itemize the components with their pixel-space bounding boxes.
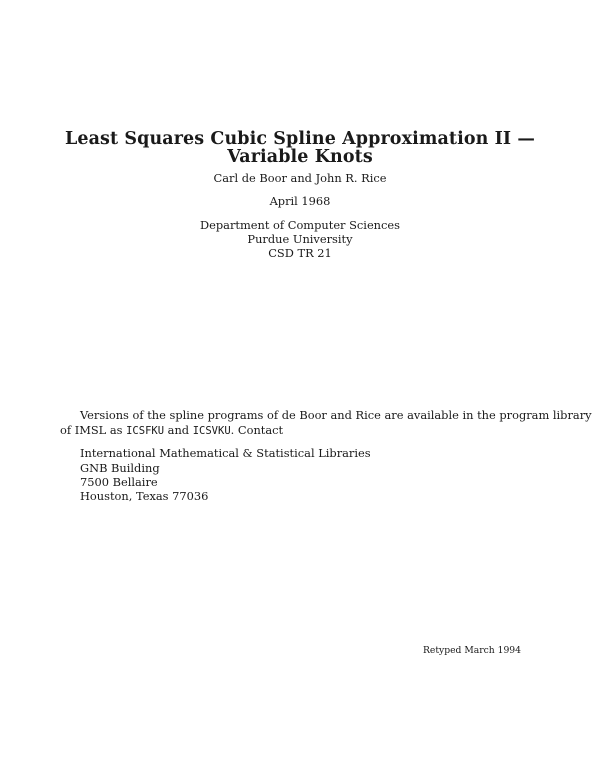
department: Department of Computer Sciences [199,218,400,232]
availability-note-line-2 [60,423,283,439]
report-number: CSD TR 21 [268,246,332,260]
availability-note-line-1: Versions of the spline programs of de Boor and Rice are available in the program library [80,408,592,422]
university: Purdue University [247,232,353,246]
program-code-icsvku: ICSVKU [192,425,231,437]
note-prefix: of IMSL as [60,423,127,437]
publication-date: April 1968 [269,194,331,208]
note-suffix: . Contact [230,423,284,437]
address-city: Houston, Texas 77036 [80,489,209,503]
authors: Carl de Boor and John R. Rice [213,171,387,185]
note-conjunction: and [164,423,193,437]
program-code-icsfku: ICSFKU [126,425,165,437]
address-street: 7500 Bellaire [80,475,158,489]
paper-title-line-2: Variable Knots [227,147,373,167]
retyped-note: Retyped March 1994 [423,645,521,656]
address-organization: International Mathematical & Statistical Libraries [80,446,371,460]
address-building: GNB Building [80,461,160,475]
paper-title-line-1: Least Squares Cubic Spline Approximation II — [64,129,535,149]
